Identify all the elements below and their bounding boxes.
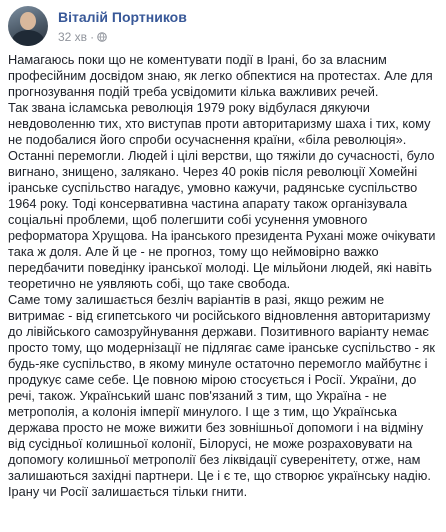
post-text-line: прогнозування подій треба усвідомити кілька важливих речей. [8,84,379,99]
post-text-line: іранське суспільство нагадує, умовно кажучи, радянське суспільство [8,180,418,195]
post-text-line: держава просто не може вижити без зовнішньої допомоги і на відміну [8,420,424,435]
post-meta [58,30,107,44]
post-text-line: Ірану чи Росії залишається тільки гнити. [8,484,248,499]
post-text-line: метрополія, а колонія імперії минулого. І ще з тим, що Українська [8,404,397,419]
avatar-head [20,12,36,30]
post-text-line: допомогу колишньої метрополії без ліквідації суверенітету, отже, нам [8,452,421,467]
post-text-line: Так звана ісламська революція 1979 року відбулася дякуючи [8,100,370,115]
post-text-line: така ж доля. Але й це - не прогноз, тому що неймовірно важко [8,244,379,259]
post-text-line: Саме тому залишається безліч варіантів в разі, якщо режим не [8,292,385,307]
post-text-line: витримає - від єгипетського чи російського відновлення авторитаризму [8,308,431,323]
post-text-line: будь-яке суспільство, в якому минуле остаточно перемогло майбутнє і [8,356,428,371]
post-text-line: соціальні проблеми, щоб полегшити собі усунення умовного [8,212,368,227]
meta-separator: · [90,30,95,44]
post-text-line: реформатора Хрущова. На іранського президента Рухані може очікувати [8,229,436,243]
post-text-line: до лівійського самозруйнування держави. Позитивного варіанту немає [8,324,429,339]
post-text-line: передбачити поведінку іранської молоді. Це мільйони людей, які навіть [8,260,432,275]
post-text-line: невдоволенню тих, хто виступав проти авторитаризму шаха і тих, кому [8,116,431,131]
post-text-line: професійним досвідом знаю, як легко обпектися на протестах. Але для [8,68,433,83]
avatar[interactable] [8,6,48,46]
post-text-line: не подобалися його спроби осучаснення країни, «біла революція». [8,132,407,147]
post-text-line: просто тому, що модернізації не підлягає саме іранське суспільство - як [8,340,435,355]
post-text-line: речі, також. Український шанс пов'язаний з тим, що Україна - не [8,388,387,403]
avatar-shoulders [12,30,44,46]
post-text-line: від сусідньої колишньої колонії, Білорусі, не може розраховувати на [8,436,413,451]
post-header [8,6,438,46]
post-text-line: Останні перемогли. Людей і цілі верстви, що тяжіли до сучасності, було [8,148,435,163]
post-time[interactable]: 32 хв [58,30,88,44]
post-text [8,52,440,500]
post-text-line: теоретично не уявляють собі, що таке свобода. [8,276,291,291]
post-text-line: продукує саме себе. Це повною мірою стосується і Росії. України, до [8,372,417,387]
author-name[interactable]: Віталій Портников [58,9,187,25]
globe-icon[interactable] [97,32,107,42]
post-text-line: залишаються західні партнери. Це і є те, що створює українську надію. [8,468,431,483]
post-text-line: 1964 року. Тоді консервативна частина апарату також організувала [8,196,408,211]
post-text-line: Намагаюсь поки що не коментувати події в Ірані, бо за власним [8,52,387,67]
post-text-line: вигнано, знищено, залякано. Через 40 років після революції Хомейні [8,164,418,179]
